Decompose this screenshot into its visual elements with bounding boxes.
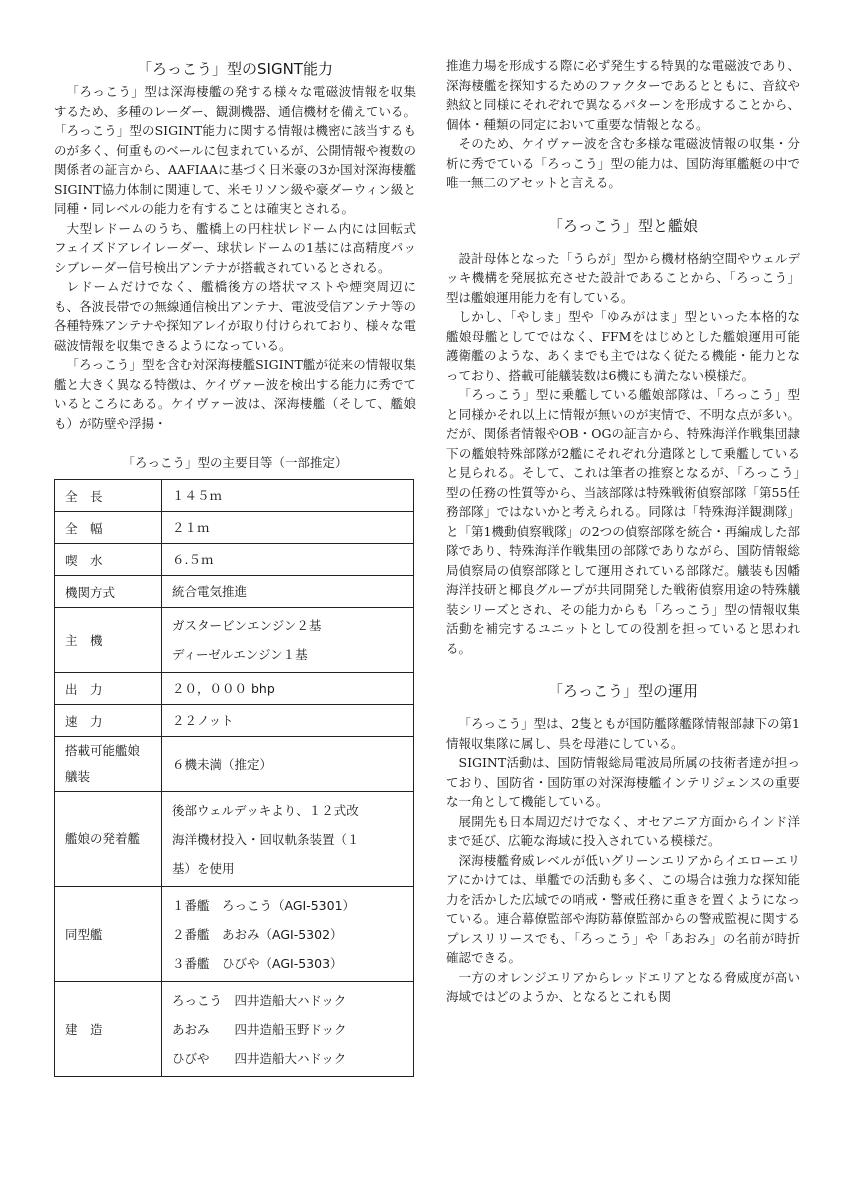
section-spacer	[446, 193, 800, 213]
section-spacer	[446, 239, 800, 249]
spec-line: ３番艦 ひびや（AGI-5303）	[172, 955, 343, 971]
spec-line: ディーゼルエンジン１基	[172, 647, 308, 662]
spec-label: 主 機	[55, 608, 162, 673]
body-paragraph: 一方のオレンジエリアからレッドエリアとなる脅威度が高い海域ではどのようか、となるとこれも関	[446, 969, 800, 1004]
table-row	[55, 576, 414, 608]
section-heading-sigint: 「ろっこう」型のSIGNT能力	[137, 60, 333, 78]
table-row	[55, 887, 414, 982]
body-paragraph: 推進力場を形成する際に必ず発生する特異的な電磁波であり、深海棲艦を探知するためのファクターであるとともに、音紋や熱紋と同様にそれぞれで異なるパターンを形成することから、個体・種類の同定において重要な情報となる。	[446, 58, 800, 132]
spec-value	[162, 608, 414, 673]
table-row	[55, 480, 414, 512]
spec-label: 喫 水	[55, 544, 162, 576]
spec-value	[162, 792, 414, 887]
body-paragraph: 設計母体となった「うらが」型から機材格納空間やウェルデッキ機構を発展拡充させた設計であることから、「ろっこう」型は艦娘運用能力を有している。	[446, 250, 800, 305]
spec-label: 速 力	[55, 705, 162, 737]
spec-line: 海洋機材投入・回収軌条装置（１	[172, 831, 360, 847]
spec-label: 出 力	[55, 673, 162, 705]
body-paragraph: 展開先も日本周辺だけでなく、オセアニア方面からインド洋まで延び、広範な海域に投入されている模様だ。	[446, 813, 800, 848]
spec-label: 全 長	[55, 480, 162, 512]
spec-value	[162, 982, 414, 1077]
body-paragraph: そのため、ケイヴァー波を含む多様な電磁波情報の収集・分析に秀でている「ろっこう」型の能力は、国防海軍艦艇の中で唯一無二のアセットと言える。	[446, 136, 800, 190]
spec-line: ひびや 四井造船大ハドック	[172, 1050, 347, 1066]
body-paragraph: SIGINT活動は、国防情報総局電波局所属の技術者達が担っており、国防省・国防軍の対深海棲艦インテリジェンスの重要な一角として機能している。	[446, 755, 800, 809]
table-row	[55, 982, 414, 1077]
spec-value: ２０，０００ bhp	[162, 673, 414, 705]
body-paragraph: 「ろっこう」型を含む対深海棲艦SIGINT艦が従来の情報収集艦と大きく異なる特徴は、ケイヴァー波を検出する能力に秀でているところにある。ケイヴァー波は、深海棲艦（そして、艦娘も）が防壁や浮揚・	[54, 357, 416, 431]
body-paragraph: レドームだけでなく、艦橋後方の塔状マストや煙突周辺にも、各波長帯での無線通信検出アンテナ、電波受信アンテナ等の各種特殊アンテナや探知アレイが取り付けられており、様々な電磁波情報を収集できるようになっている。	[54, 279, 416, 353]
spec-value: ６.５ｍ	[162, 544, 414, 576]
table-row	[55, 544, 414, 576]
body-paragraph: しかし、「やしま」型や「ゆみがはま」型といった本格的な艦娘母艦としてではなく、FFMをはじめとした艦娘運用可能護衛艦のような、あくまでも主ではなく従たる機能・能力となっており、搭載可能艤装数は6機にも満たない模様だ。	[446, 309, 800, 383]
section-spacer	[446, 658, 800, 678]
spec-line: あおみ 四井造船玉野ドック	[172, 1021, 347, 1037]
section-spacer	[446, 704, 800, 714]
spec-value: ６機未満（推定）	[162, 737, 414, 792]
spec-label: 同型艦	[55, 887, 162, 982]
spec-line: １番艦 ろっこう（AGI-5301）	[172, 897, 356, 913]
spec-label: 機関方式	[55, 576, 162, 608]
body-paragraph: 「ろっこう」型は深海棲艦の発する様々な電磁波情報を収集するため、多種のレーダー、観測機器、通信機材を備えている。「ろっこう」型のSIGINT能力に関する情報は機密に該当するものが多く、何重ものベールに包まれているが、公開情報や複数の関係者の証言から、AAFIAAに基づく日米豪の3か国対深海棲艦SIGINT協力体制に関連して、米モリソン級や豪ダーウィン級と同種・同レベルの能力を有することは確実とされる。	[54, 84, 417, 216]
right-column	[446, 56, 800, 1007]
table-row	[55, 673, 414, 705]
body-paragraph: 大型レドームのうち、艦橋上の円柱状レドーム内には回転式フェイズドアレイレーダー、球状レドームの1基には高精度パッシブレーダー信号検出アンテナが搭載されているとされる。	[54, 220, 416, 275]
left-column	[54, 56, 416, 1077]
spec-value: 統合電気推進	[162, 576, 414, 608]
body-paragraph: 「ろっこう」型に乗艦している艦娘部隊は、「ろっこう」型と同様かそれ以上に情報が無いのが実情で、不明な点が多い。だが、関係者情報やOB・OGの証言から、特殊海洋作戦集団隷下の艦娘特殊部隊が2艦にそれぞれ分遣隊として乗艦していると見られる。そして、これは筆者の推察となるが、「ろっこう」型の任務の性質等から、当該部隊は特殊戦術偵察部隊「第55任務部隊」ではないかと考えられる。同隊は「特殊海洋観測隊」と「第1機動偵察戦隊」の2つの偵察部隊を統合・再編成した部隊であり、特殊海洋作戦集団の部隊でありながら、国防情報総局偵察局の偵察部隊として運用されている部隊だ。艤装も因幡海洋技研と椰良グループが共同開発した戦術偵察用途の特殊艤装シリーズとされ、その能力からも「ろっこう」型の情報収集活動を補完するユニットとしての役割を担っていると思われる。	[446, 387, 800, 656]
body-paragraph: 「ろっこう」型は、2隻ともが国防艦隊艦隊情報部隷下の第1情報収集隊に属し、呉を母港にしている。	[446, 716, 800, 751]
spec-label: 全 幅	[55, 512, 162, 544]
spec-value: ２１ｍ	[162, 512, 414, 544]
spec-value: １４５ｍ	[162, 480, 414, 512]
spec-label: 艦娘の発着艦	[55, 792, 162, 887]
spec-table	[54, 479, 414, 1077]
table-row	[55, 705, 414, 737]
spec-line: 後部ウェルデッキより、１２式改	[172, 802, 359, 818]
spec-label: 建 造	[55, 982, 162, 1077]
spec-line: 基）を使用	[172, 860, 235, 876]
spec-table-title: 「ろっこう」型の主要目等（一部推定）	[122, 455, 348, 470]
section-heading-kanmusu: 「ろっこう」型と艦娘	[547, 216, 698, 235]
table-row	[55, 512, 414, 544]
table-row	[55, 608, 414, 673]
spec-line: ガスタービンエンジン２基	[172, 618, 322, 633]
section-heading-operations: 「ろっこう」型の運用	[547, 682, 698, 700]
table-row	[55, 792, 414, 887]
spec-label: 搭載可能艦娘艤装	[55, 737, 162, 792]
table-row	[55, 737, 414, 792]
spec-line: ろっこう 四井造船大ハドック	[172, 992, 347, 1008]
body-paragraph: 深海棲艦脅威レベルが低いグリーンエリアからイエローエリアにかけては、単艦での活動も多く、この場合は強力な探知能力を活かした広域での哨戒・警戒任務に重きを置くようになっている。連合幕僚監部や海防幕僚監部からの警戒監視に関するプレスリリースでも、「ろっこう」や「あおみ」の名前が時折確認できる。	[446, 852, 800, 965]
spec-line: ２番艦 あおみ（AGI-5302）	[172, 926, 343, 942]
spec-value: ２２ノット	[162, 705, 414, 737]
spec-value	[162, 887, 414, 982]
